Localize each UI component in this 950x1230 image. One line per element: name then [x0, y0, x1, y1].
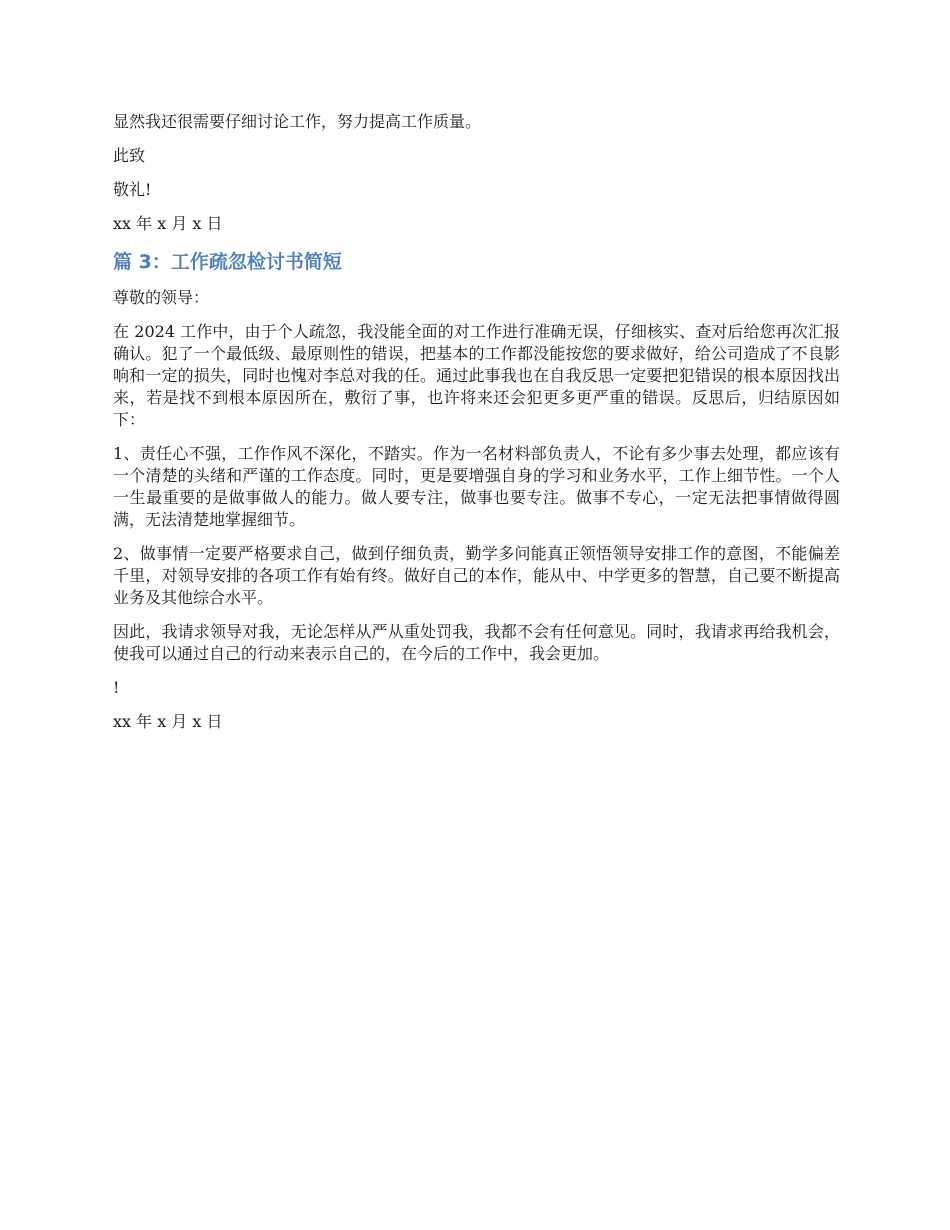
date-line-final: xx 年 x 月 x 日 [113, 712, 223, 731]
body-paragraph-conclusion: 因此，我请求领导对我，无论怎样从严从重处罚我，我都不会有任何意见。同时，我请求再给我机会，使我可以通过自己的行动来表示自己的，在今后的工作中，我会更加。 [113, 622, 840, 663]
section-heading: 篇 3：工作疏忽检讨书简短 [113, 251, 342, 273]
body-paragraph-reason-2: 2、做事情一定要严格要求自己，做到仔细负责，勤学多问能真正领悟领导安排工作的意图，不能偏差千里，对领导安排的各项工作有始有终。做好自己的本作，能从中、中学更多的智慧，自己要不断提高业务及其他综合水平。 [113, 544, 840, 607]
body-paragraph-intro: 在 2024 工作中，由于个人疏忽，我没能全面的对工作进行准确无误，仔细核实、查对后给您再次汇报确认。犯了一个最低级、最原则性的错误，把基本的工作都没能按您的要求做好，给公司造成了不良影响和一定的损失，同时也愧对李总对我的任。通过此事我也在自我反思一定要把犯错误的根本原因找出来，若是找不到根本原因所在，敷衍了事，也许将来还会犯更多更严重的错误。反思后，归结原因如下： [113, 322, 840, 429]
exclamation-line: ! [113, 678, 120, 697]
date-line: xx 年 x 月 x 日 [113, 214, 223, 233]
greeting: 尊敬的领导： [113, 288, 210, 307]
salutation-cizhi: 此致 [113, 146, 146, 165]
body-paragraph-reason-1: 1、责任心不强，工作作风不深化，不踏实。作为一名材料部负责人，不论有多少事去处理，都应该有一个清楚的头绪和严谨的工作态度。同时，更是要增强自身的学习和业务水平，工作上细节性。一个人一生最重要的是做事做人的能力。做人要专注，做事也要专注。做事不专心，一定无法把事情做得圆满，无法清楚地掌握细节。 [113, 444, 840, 529]
document-page [113, 111, 840, 745]
salutation-jingli: 敬礼! [113, 180, 152, 199]
closing-sentence: 显然我还很需要仔细讨论工作，努力提高工作质量。 [113, 112, 482, 131]
